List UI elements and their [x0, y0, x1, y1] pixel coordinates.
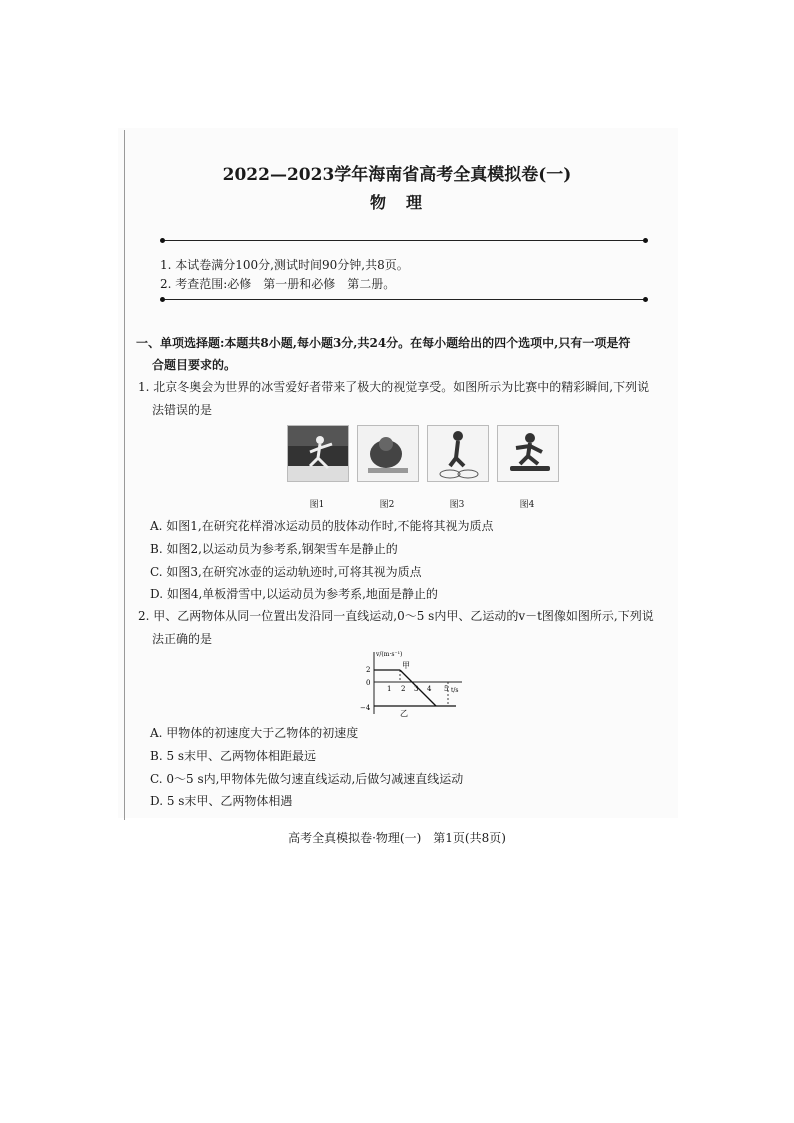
q2-option-d: D. 5 s末甲、乙两物体相遇 [150, 794, 293, 808]
subject-title: 物 理 [369, 193, 424, 212]
section-heading-line1: 一、单项选择题:本题共8小题,每小题3分,共24分。在每小题给出的四个选项中,只有一项是符 [136, 336, 631, 350]
binding-line [124, 130, 125, 820]
figure-skating-photo [287, 425, 349, 482]
x-tick-3: 3 [414, 685, 419, 693]
vt-graph [356, 648, 466, 718]
figure-1-caption: 图1 [309, 500, 325, 510]
y-tick-2: 2 [366, 666, 371, 674]
q1-option-c: C. 如图3,在研究冰壶的运动轨迹时,可将其视为质点 [150, 565, 422, 579]
q2-stem-line2: 法正确的是 [152, 632, 213, 646]
skeleton-sled-photo [357, 425, 419, 482]
x-tick-2: 2 [401, 685, 406, 693]
x-axis-label: t/s [451, 687, 459, 694]
note-2: 2. 考查范围:必修 第一册和必修 第二册。 [160, 277, 396, 291]
bottom-rule [163, 299, 645, 300]
figure-4-caption: 图4 [519, 500, 535, 510]
snowboard-photo [497, 425, 559, 482]
figure-2-caption: 图2 [379, 500, 395, 510]
label-jia: 甲 [402, 661, 410, 670]
label-yi: 乙 [400, 709, 408, 718]
page-footer: 高考全真模拟卷·物理(一) 第1页(共8页) [288, 831, 506, 845]
figure-3-caption: 图3 [449, 500, 465, 510]
q1-option-a: A. 如图1,在研究花样滑冰运动员的肢体动作时,不能将其视为质点 [150, 519, 494, 533]
x-tick-5: 5 [444, 685, 449, 693]
q2-option-a: A. 甲物体的初速度大于乙物体的初速度 [150, 726, 359, 740]
rule-dot-left [160, 238, 165, 243]
q2-option-c: C. 0～5 s内,甲物体先做匀速直线运动,后做匀减速直线运动 [150, 772, 464, 786]
y-tick-neg4: −4 [360, 704, 371, 712]
top-rule [163, 240, 645, 241]
exam-title: 2022—2023学年海南省高考全真模拟卷(一) [222, 165, 572, 185]
x-tick-1: 1 [387, 685, 392, 693]
q1-stem-line1: 1. 北京冬奥会为世界的冰雪爱好者带来了极大的视觉享受。如图所示为比赛中的精彩瞬间,下列说 [138, 380, 650, 394]
q1-option-b: B. 如图2,以运动员为参考系,钢架雪车是静止的 [150, 542, 398, 556]
q2-option-b: B. 5 s末甲、乙两物体相距最远 [150, 749, 317, 763]
y-axis-label: v/(m·s⁻¹) [376, 651, 403, 658]
note-1: 1. 本试卷满分100分,测试时间90分钟,共8页。 [160, 258, 409, 272]
rule-dot-right [643, 297, 648, 302]
q1-option-d: D. 如图4,单板滑雪中,以运动员为参考系,地面是静止的 [150, 587, 438, 601]
curling-photo [427, 425, 489, 482]
q2-stem-line1: 2. 甲、乙两物体从同一位置出发沿同一直线运动,0～5 s内甲、乙运动的v－t图像如图所示,下列说 [138, 609, 654, 623]
q1-stem-line2: 法错误的是 [152, 403, 213, 417]
y-tick-0: 0 [366, 679, 371, 687]
section-heading-line2: 合题目要求的。 [152, 358, 237, 372]
rule-dot-left [160, 297, 165, 302]
rule-dot-right [643, 238, 648, 243]
x-tick-4: 4 [427, 685, 432, 693]
